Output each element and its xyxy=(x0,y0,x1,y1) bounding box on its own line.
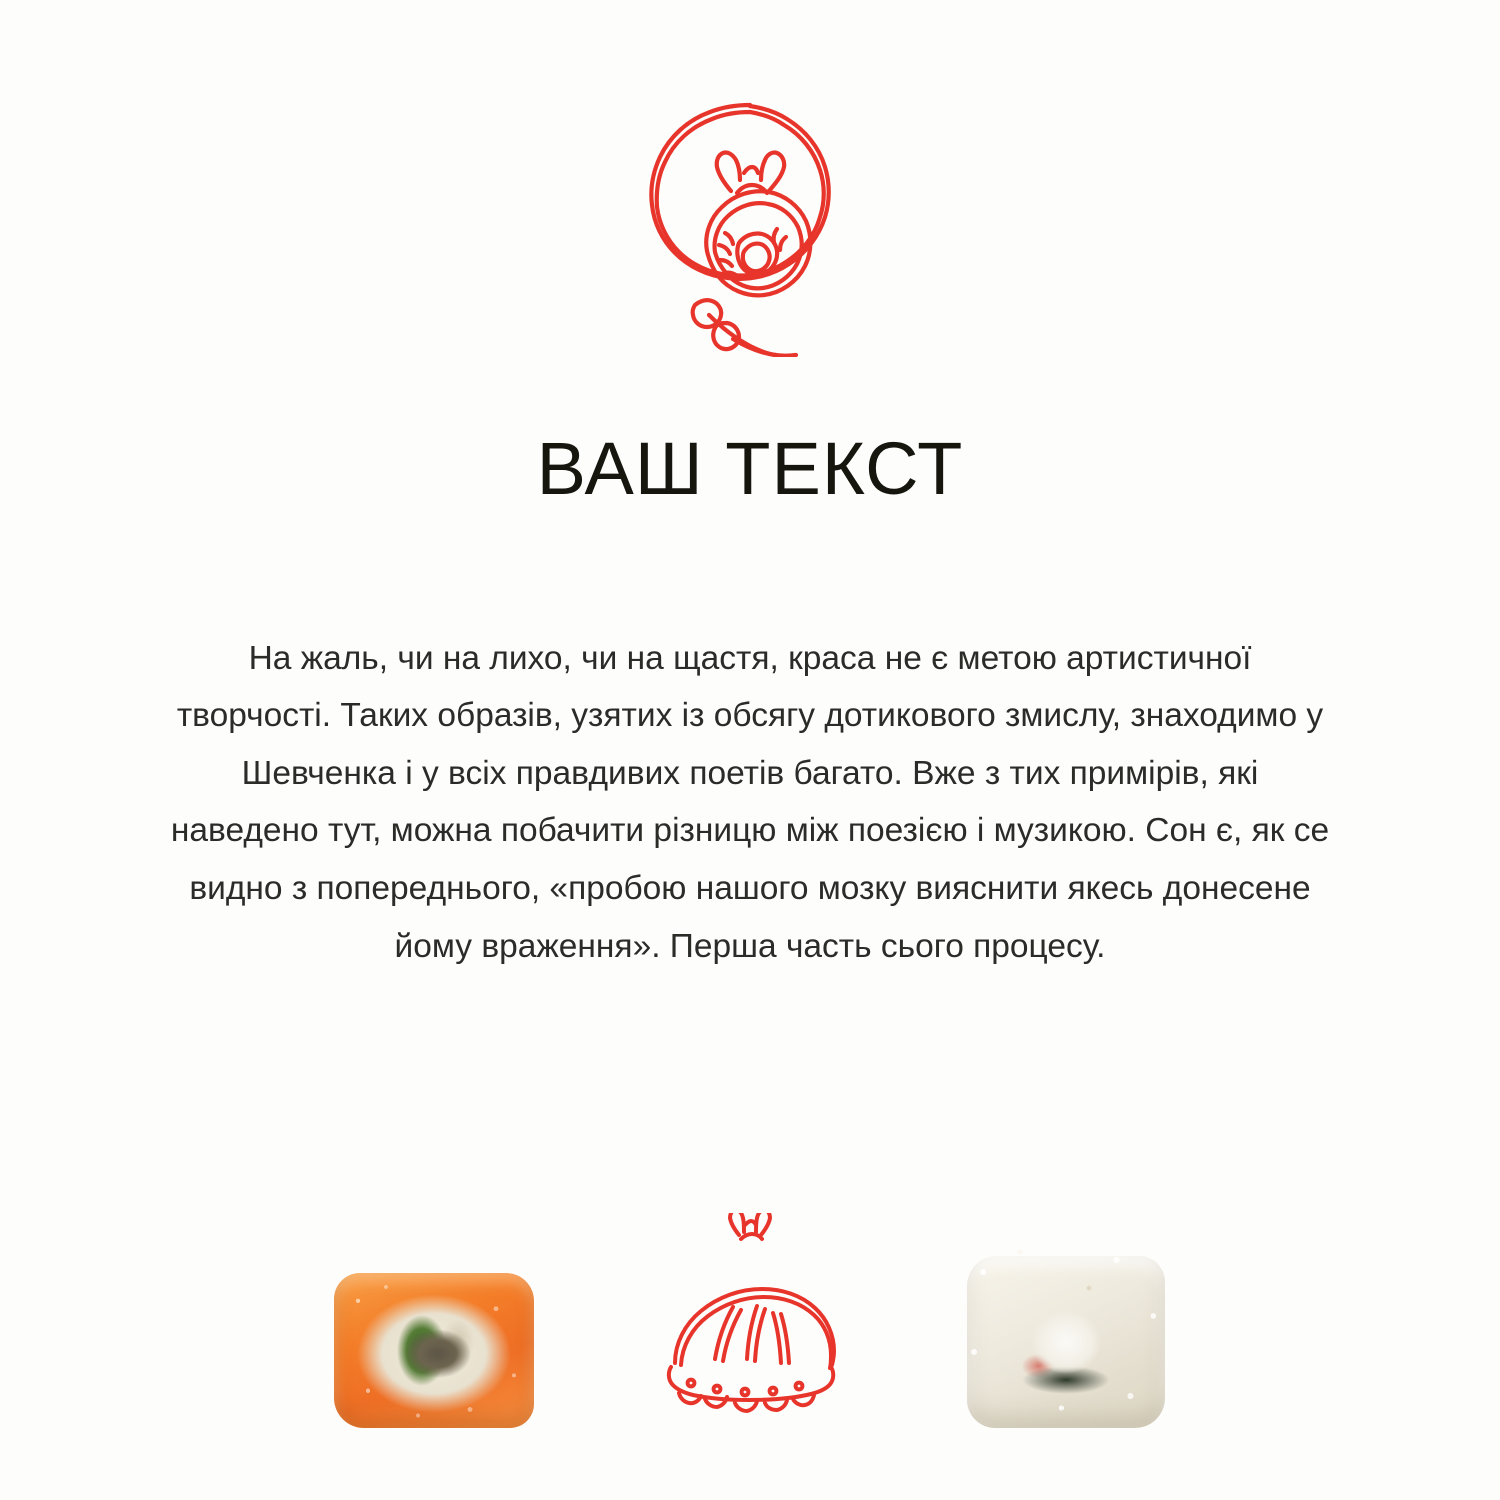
sushi-photo-right xyxy=(951,1228,1181,1428)
nigiri-sketch-icon xyxy=(635,1213,865,1428)
sushi-roll-sketch-logo xyxy=(600,62,900,362)
body-paragraph: На жаль, чи на лихо, чи на щастя, краса не є метою артистичної творчості. Таких образів, узятих із обсягу дотикового змислу, знаходимо у Шевченка і у всіх правдивих поетів багато. Вже з тих примірів, які наведено тут, можна побачити різницю між поезією і музикою. Сон є, як се видно з попереднього, «пробою нашого мозку вияснити якесь донесене йому враження». Перша часть сього процесу. xyxy=(170,639,1330,965)
sushi-photo-left xyxy=(319,1228,549,1428)
sushi-roll-sketch-icon xyxy=(605,67,895,357)
cream-cheese-roll-image xyxy=(967,1256,1165,1428)
tobiko-roll-image xyxy=(334,1273,534,1428)
sushi-gallery xyxy=(0,1198,1500,1428)
page-title: ВАШ ТЕКСТ xyxy=(536,427,964,510)
nigiri-sketch-center xyxy=(635,1228,865,1428)
